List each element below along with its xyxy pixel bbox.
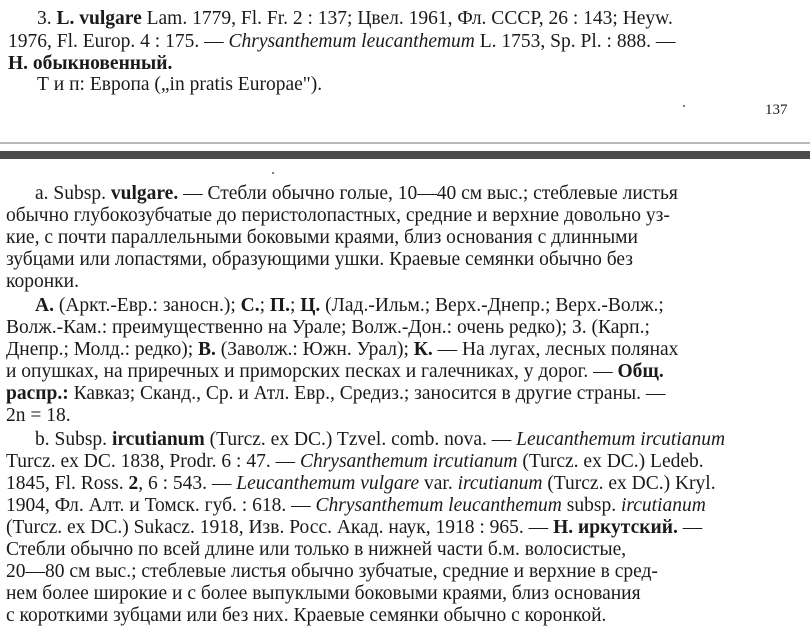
page-separator-thick <box>0 151 810 159</box>
subsp-a-line-4: зубцами или лопастями, образующими ушки. Краевые семянки обычно без <box>6 249 634 270</box>
speck <box>683 105 685 107</box>
subsp-a-line-1: a. Subsp. vulgare. — Стебли обычно голые, 10—40 см выс.; стеблевые листья <box>35 183 678 204</box>
page-separator-thin <box>0 142 810 144</box>
subsp-b-line-2: Turcz. ex DC. 1838, Prodr. 6 : 47. — Chrysanthemum ircutianum (Turcz. ex DC.) Ledeb. <box>6 451 704 472</box>
subsp-b-line-1: b. Subsp. ircutianum (Turcz. ex DC.) Tzvel. comb. nova. — Leucanthemum ircutianum <box>35 429 726 450</box>
subsp-b-line-4: 1904, Фл. Алт. и Томск. губ. : 618. — Chrysanthemum leucanthemum subsp. ircutianum <box>6 495 706 516</box>
subsp-b-line-5: (Turcz. ex DC.) Sukacz. 1918, Изв. Росс. Акад. наук, 1918 : 965. — Н. иркутский. — <box>6 517 703 538</box>
subsp-a-line-3: кие, с почти параллельными боковыми краями, близ основания с длинными <box>6 227 638 248</box>
common-name: Н. обыкновенный. <box>8 53 173 74</box>
distribution-line-1: А. (Аркт.-Евр.: заносн.); С.; П.; Ц. (Лад.-Ильм.; Верх.-Днепр.; Верх.-Волж.; <box>35 295 664 316</box>
species-name: L. vulgare <box>56 8 142 29</box>
page-number: 137 <box>765 102 788 118</box>
type-line: Т и п: Европа („in pratis Europae"). <box>37 74 323 95</box>
species-heading-line: 3. L. vulgare Lam. 1779, Fl. Fr. 2 : 137; Цвел. 1961, Фл. СССР, 26 : 143; Heyw. <box>37 8 673 29</box>
subsp-b-line-8: нем более широкие и с более выпуклыми боковыми краями, близ основания <box>6 583 641 604</box>
subsp-b-line-6: Стебли обычно по всей длине или только в нижней части б.м. волосистые, <box>6 539 627 560</box>
distribution-line-2: Волж.-Кам.: преимущественно на Урале; Волж.-Дон.: очень редко); З. (Карп.; <box>6 317 650 338</box>
subsp-b-line-3: 1845, Fl. Ross. 2, 6 : 543. — Leucanthemum vulgare var. ircutianum (Turcz. ex DC.) Kryl. <box>6 473 716 494</box>
distribution-line-3: Днепр.; Молд.: редко); В. (Заволж.: Южн. Урал); К. — На лугах, лесных полянах <box>6 339 679 360</box>
distribution-line-5: распр.: Кавказ; Сканд., Ср. и Атл. Евр., Средиз.; заносится в другие страны. — <box>6 383 666 404</box>
chromosome-number: 2n = 18. <box>6 405 71 426</box>
citation-line: 1976, Fl. Europ. 4 : 175. — Chrysanthemum leucanthemum L. 1753, Sp. Pl. : 888. — <box>8 31 676 52</box>
subsp-a-line-2: обычно глубокозубчатые до перистолопастных, средние и верхние довольно уз- <box>6 205 670 226</box>
speck <box>272 172 274 174</box>
subsp-b-line-7: 20—80 см выс.; стеблевые листья обычно зубчатые, средние и верхние в сред- <box>6 561 658 582</box>
subsp-a-line-5: коронки. <box>6 271 79 292</box>
distribution-line-4: и опушках, на приречных и приморских песках и галечниках, у дорог. — Общ. <box>6 361 664 382</box>
subsp-b-line-9: с короткими зубцами или без них. Краевые семянки обычно с коронкой. <box>6 605 607 626</box>
